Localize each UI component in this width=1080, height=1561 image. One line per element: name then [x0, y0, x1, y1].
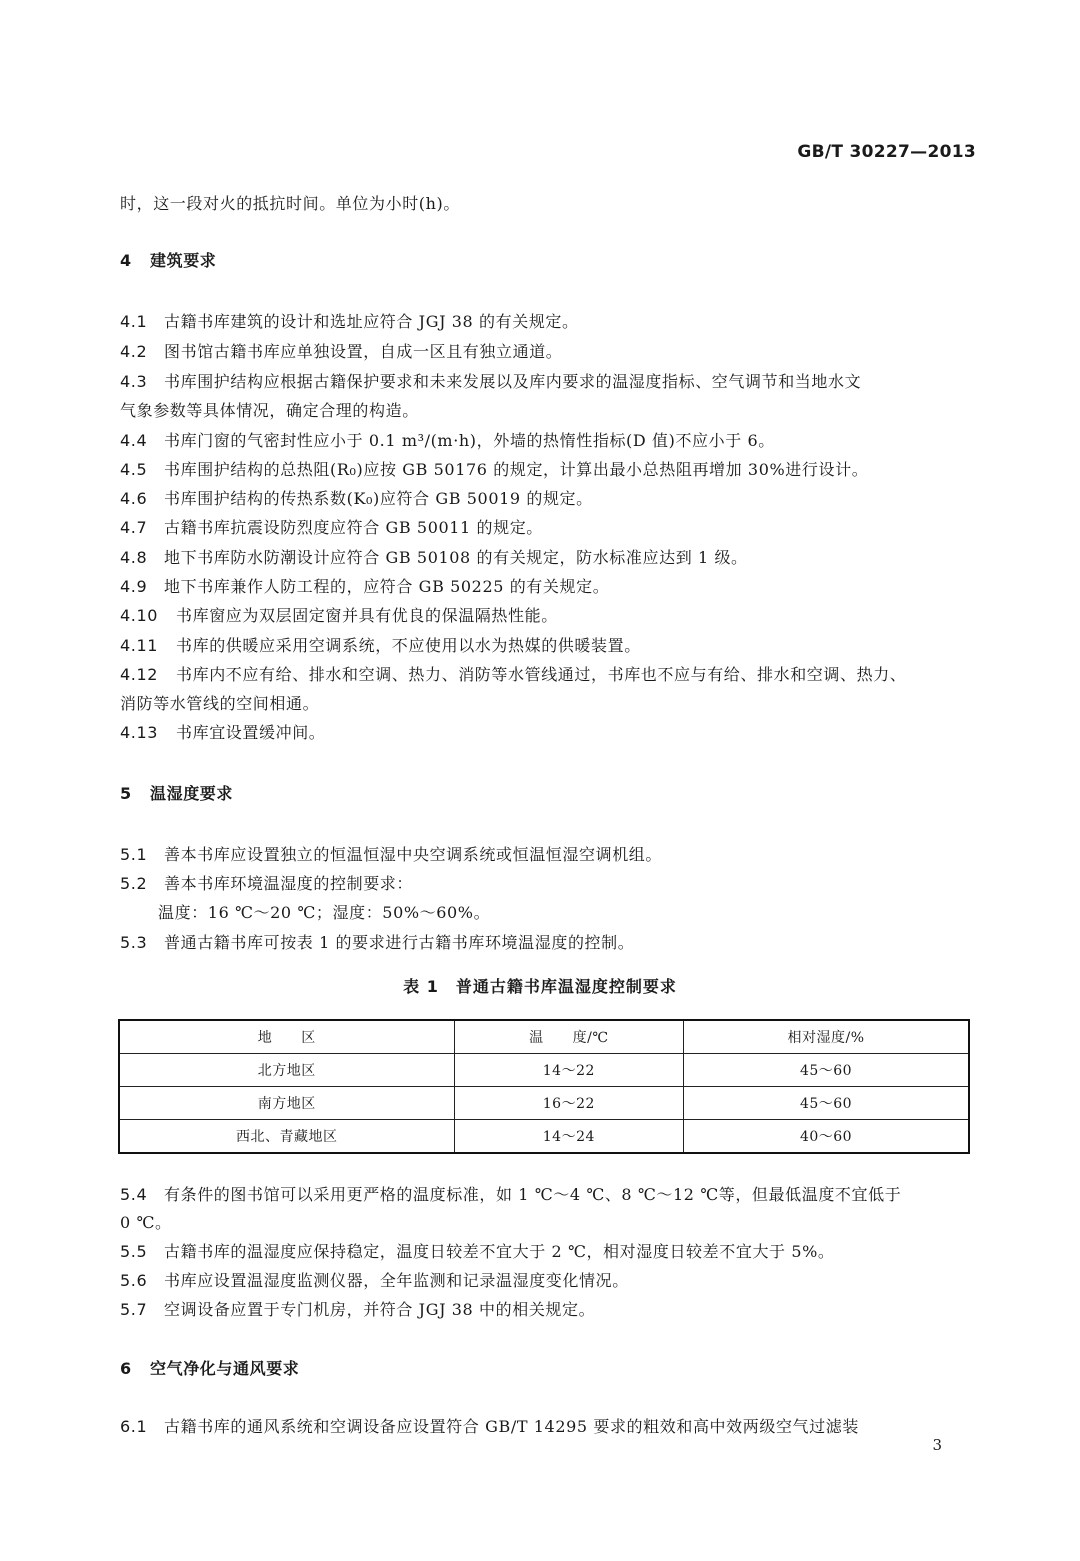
table-cell-humidity: 45～60	[684, 1087, 969, 1120]
table-header-region: 地 区	[119, 1020, 454, 1054]
section-5-number: 5	[120, 784, 132, 803]
clause-4-5: 4.5 书库围护结构的总热阻(R₀)应按 GB 50176 的规定，计算出最小总热阻再增加 30%进行设计。	[120, 460, 869, 479]
section-6-title: 空气净化与通风要求	[150, 1359, 300, 1378]
clause-4-4: 4.4 书库门窗的气密封性应小于 0.1 m³/(m·h)，外墙的热惰性指标(D 值)不应小于 6。	[120, 431, 775, 450]
table-cell-region: 南方地区	[119, 1087, 454, 1120]
clause-4-9: 4.9 地下书库兼作人防工程的，应符合 GB 50225 的有关规定。	[120, 577, 610, 596]
section-5-heading	[120, 781, 233, 804]
clause-6-1: 6.1 古籍书库的通风系统和空调设备应设置符合 GB/T 14295 要求的粗效和高中效两级空气过滤装	[120, 1417, 859, 1436]
clause-4-13: 4.13 书库宜设置缓冲间。	[120, 723, 326, 742]
clause-5-2-cont: 温度：16 ℃～20 ℃；湿度：50%～60%。	[158, 903, 491, 922]
clause-4-1: 4.1 古籍书库建筑的设计和选址应符合 JGJ 38 的有关规定。	[120, 312, 579, 331]
section-4-title: 建筑要求	[150, 251, 217, 270]
clause-5-7: 5.7 空调设备应置于专门机房，并符合 JGJ 38 中的相关规定。	[120, 1300, 596, 1319]
page-number: 3	[932, 1436, 942, 1454]
clause-4-12: 4.12 书库内不应有给、排水和空调、热力、消防等水管线通过，书库也不应与有给、排水和空调、热力、	[120, 665, 907, 684]
table-cell-temperature: 14～24	[454, 1120, 683, 1154]
clause-5-2: 5.2 善本书库环境温湿度的控制要求：	[120, 874, 414, 893]
temperature-humidity-table	[118, 1019, 970, 1154]
section-5-title: 温湿度要求	[150, 784, 234, 803]
section-4-number: 4	[120, 251, 132, 270]
clause-5-4-cont: 0 ℃。	[120, 1213, 172, 1232]
section-6-heading	[120, 1356, 299, 1379]
clause-5-4: 5.4 有条件的图书馆可以采用更严格的温度标准，如 1 ℃～4 ℃、8 ℃～12 ℃等，但最低温度不宜低于	[120, 1185, 902, 1204]
clause-5-6: 5.6 书库应设置温湿度监测仪器，全年监测和记录温湿度变化情况。	[120, 1271, 629, 1290]
table-header-temperature: 温 度/℃	[454, 1020, 683, 1054]
clause-5-3: 5.3 普通古籍书库可按表 1 的要求进行古籍书库环境温湿度的控制。	[120, 933, 635, 952]
clause-4-3-cont: 气象参数等具体情况，确定合理的构造。	[120, 401, 419, 420]
table-row	[119, 1054, 969, 1087]
table-cell-temperature: 16～22	[454, 1087, 683, 1120]
table-header-row	[119, 1020, 969, 1054]
clause-5-1: 5.1 善本书库应设置独立的恒温恒湿中央空调系统或恒温恒湿空调机组。	[120, 845, 663, 864]
table-header-humidity: 相对湿度/%	[684, 1020, 969, 1054]
table-cell-humidity: 45～60	[684, 1054, 969, 1087]
table-cell-region: 北方地区	[119, 1054, 454, 1087]
clause-4-10: 4.10 书库窗应为双层固定窗并具有优良的保温隔热性能。	[120, 606, 558, 625]
table-cell-temperature: 14～22	[454, 1054, 683, 1087]
clause-4-8: 4.8 地下书库防水防潮设计应符合 GB 50108 的有关规定，防水标准应达到 1 级。	[120, 548, 748, 567]
table-row	[119, 1087, 969, 1120]
standard-code: GB/T 30227—2013	[797, 142, 976, 162]
clause-4-2: 4.2 图书馆古籍书库应单独设置，自成一区且有独立通道。	[120, 342, 563, 361]
clause-4-3: 4.3 书库围护结构应根据古籍保护要求和未来发展以及库内要求的温湿度指标、空气调节和当地水文	[120, 372, 862, 391]
section-6-number: 6	[120, 1359, 132, 1378]
clause-4-7: 4.7 古籍书库抗震设防烈度应符合 GB 50011 的规定。	[120, 518, 543, 537]
table-cell-humidity: 40～60	[684, 1120, 969, 1154]
clause-4-6: 4.6 书库围护结构的传热系数(K₀)应符合 GB 50019 的规定。	[120, 489, 593, 508]
clause-5-5: 5.5 古籍书库的温湿度应保持稳定，温度日较差不宜大于 2 ℃，相对湿度日较差不宜大于 5%。	[120, 1242, 835, 1261]
clause-4-12-cont: 消防等水管线的空间相通。	[120, 694, 320, 713]
intro-line: 时，这一段对火的抵抗时间。单位为小时(h)。	[120, 194, 460, 213]
section-4-heading	[120, 248, 216, 271]
clause-4-11: 4.11 书库的供暖应采用空调系统，不应使用以水为热媒的供暖装置。	[120, 636, 641, 655]
table-row	[119, 1120, 969, 1154]
table-1-title: 表 1 普通古籍书库温湿度控制要求	[403, 977, 677, 996]
table-cell-region: 西北、青藏地区	[119, 1120, 454, 1154]
